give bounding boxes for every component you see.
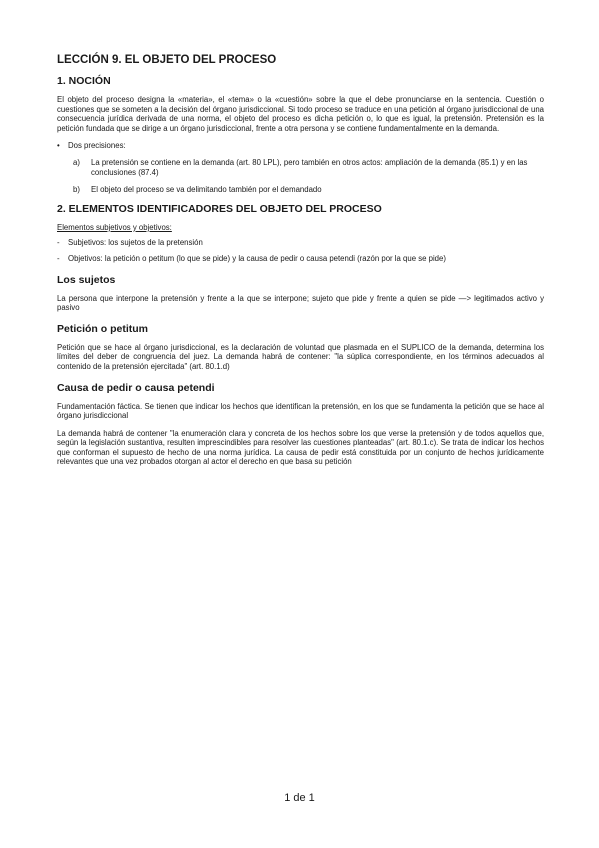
dash-item-text: Subjetivos: los sujetos de la pretensión [68,238,203,248]
document-page [57,54,544,475]
elementos-label: Elementos subjetivos y objetivos: [57,222,172,232]
list-item-text: El objeto del proceso se va delimitando también por el demandado [91,185,322,195]
nocion-paragraph: El objeto del proceso designa la «materia», el «tema» o la «cuestión» sobre la que el debe pronunciarse en la sentencia. Cuestión o cuestiones que se someten a la decisión del órgano jurisdiccional. Si todo proceso se traduce en una petición al órgano jurisdiccional de una consecuencia jurídica derivada de una norma, el objeto del proceso es dicha petición o, lo que es igual, la pretensión. Pretensión es la petición fundada que se dirige a un órgano jurisdiccional, frente a otra persona y se contiene fundamentalmente en la demanda. [57,95,544,133]
subheading-sujetos: Los sujetos [57,273,116,286]
list-item-index: a) [73,157,80,167]
causa-paragraph-1: Fundamentación fáctica. Se tienen que indicar los hechos que identifican la pretensión, en los que se fundamenta la petición que se hace al órgano jurisdiccional [57,401,544,421]
list-item [73,158,544,177]
lesson-title: LECCIÓN 9. EL OBJETO DEL PROCESO [57,54,277,66]
subheading-causa: Causa de pedir o causa petendi [57,381,215,394]
section-heading-nocion: 1. NOCIÓN [57,75,111,87]
dash-item-text: Objetivos: la petición o petitum (lo que se pide) y la causa de pedir o causa petendi (razón por la que se pide) [68,253,446,263]
list-item-index: b) [73,185,80,195]
subheading-peticion: Petición o petitum [57,322,149,335]
causa-paragraph-2: La demanda habrá de contener "la enumeración clara y concreta de los hechos sobre los que verse la pretensión y de todos aquellos que, según la legislación sustantiva, resulten imprescindibles para resolver las cuestiones planteadas" (art. 80.1.c). Se trata de indicar los hechos que conforman el supuesto de hecho de una norma jurídica. La causa de pedir está constituida por un conjunto de hechos jurídicamente relevantes que una vez probados otorgan al actor el derecho en que basa su petición [57,428,544,467]
precisions-list [73,158,544,195]
page-indicator: 1 de 1 [284,792,315,804]
dash-list-item [57,254,544,264]
sujetos-paragraph: La persona que interpone la pretensión y frente a la que se interpone; sujeto que pide y frente a quien se pide —> legitimados activo y pasivo [57,293,544,313]
dash-list-item [57,238,544,248]
list-item-text: La pretensión se contiene en la demanda (art. 80 LPL), pero también en otros actos: ampliación de la demanda (85.1) y en las conclusiones (87.4) [91,157,528,177]
peticion-paragraph: Petición que se hace al órgano jurisdiccional, es la declaración de voluntad que plasmada en el SUPLICO de la demanda, determina los límites del deber de congruencia del juez. La demanda habrá de contener: "la súplica correspondiente, en los términos adecuados al contenido de la pretensión ejercitada" (art. 80.1.d) [57,342,544,371]
bullet-text: Dos precisiones: [68,141,126,151]
bullet-item [57,141,544,151]
dash-marker: - [57,253,60,263]
section-heading-elementos: 2. ELEMENTOS IDENTIFICADORES DEL OBJETO DEL PROCESO [57,202,382,215]
dash-marker: - [57,238,60,248]
list-item [73,185,544,195]
bullet-icon: • [57,141,60,151]
